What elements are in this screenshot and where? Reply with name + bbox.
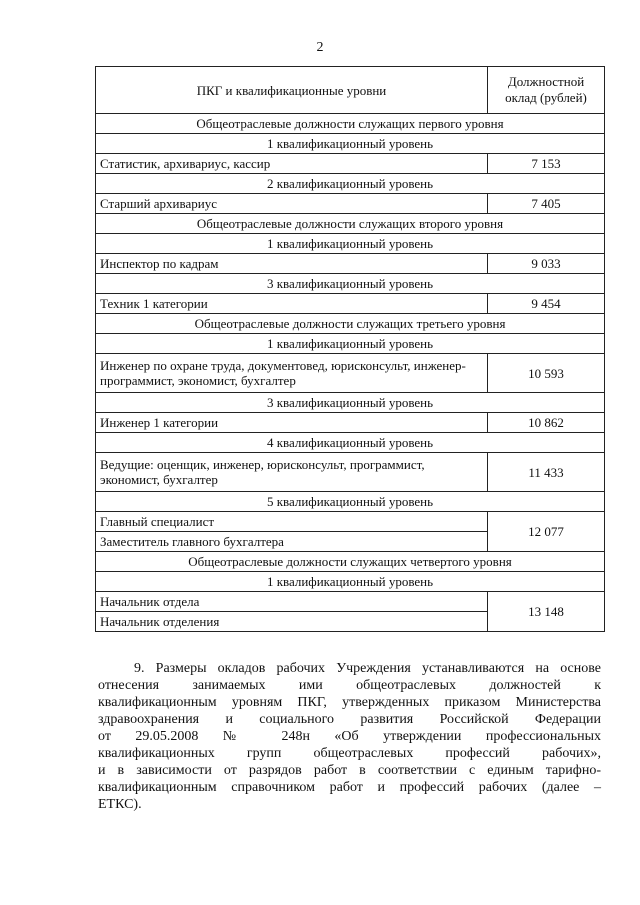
level-label: 3 квалификационный уровень [96,393,605,413]
salary-cell: 7 153 [488,154,605,174]
paragraph-line: от 29.05.2008 № 248н «Об утверждении профессиональных [98,729,601,744]
group-title: Общеотраслевые должности служащих второго уровня [96,214,605,234]
salary-table [95,66,605,632]
level-row [96,334,605,354]
table-row [96,512,605,532]
position-cell: Заместитель главного бухгалтера [96,532,488,552]
group-row [96,214,605,234]
level-label: 5 квалификационный уровень [96,492,605,512]
salary-cell: 9 454 [488,294,605,314]
level-row [96,433,605,453]
salary-cell: 7 405 [488,194,605,214]
position-cell: Главный специалист [96,512,488,532]
table-row [96,453,605,492]
position-cell: Инспектор по кадрам [96,254,488,274]
group-row [96,314,605,334]
salary-cell: 12 077 [488,512,605,552]
table-header-row [96,67,605,114]
position-cell: Инженер 1 категории [96,413,488,433]
position-cell: Начальник отдела [96,592,488,612]
paragraph-line: отнесения занимаемых ими общеотраслевых должностей к [98,678,601,693]
group-title: Общеотраслевые должности служащих четвертого уровня [96,552,605,572]
position-cell: Инженер по охране труда, документовед, юрисконсульт, инженер-программист, экономист, бухгалтер [96,354,488,393]
header-salary-line1: Должностной [507,74,585,89]
table-row [96,294,605,314]
level-label: 4 квалификационный уровень [96,433,605,453]
header-salary [488,67,605,114]
level-row [96,393,605,413]
position-cell: Техник 1 категории [96,294,488,314]
level-row [96,572,605,592]
level-row [96,174,605,194]
table-row [96,413,605,433]
header-position: ПКГ и квалификационные уровни [96,67,488,114]
position-cell: Старший архивариус [96,194,488,214]
level-label: 1 квалификационный уровень [96,234,605,254]
level-label: 1 квалификационный уровень [96,334,605,354]
paragraph-line: здравоохранения и социального развития Российской Федерации [98,712,601,727]
salary-cell: 10 593 [488,354,605,393]
level-label: 1 квалификационный уровень [96,134,605,154]
level-label: 3 квалификационный уровень [96,274,605,294]
paragraph-9 [98,660,601,813]
paragraph-line: ЕТКС). [98,797,142,812]
table-row [96,254,605,274]
table-row [96,592,605,612]
salary-cell: 10 862 [488,413,605,433]
paragraph-line: квалификационных групп общеотраслевых профессий рабочих», [98,746,601,761]
level-label: 1 квалификационный уровень [96,572,605,592]
table-row [96,194,605,214]
level-row [96,234,605,254]
header-salary-line2: оклад (рублей) [505,90,587,105]
paragraph-line: и в зависимости от разрядов работ в соответствии с единым тарифно- [98,763,601,778]
page-number: 2 [316,40,324,55]
salary-cell: 11 433 [488,453,605,492]
group-row [96,552,605,572]
position-cell: Статистик, архивариус, кассир [96,154,488,174]
group-title: Общеотраслевые должности служащих первого уровня [96,114,605,134]
paragraph-line: квалификационным уровням ПКГ, утвержденных приказом Министерства [98,695,601,710]
paragraph-line: квалификационным справочником работ и профессий рабочих (далее – [98,780,601,795]
position-cell: Ведущие: оценщик, инженер, юрисконсульт, программист, экономист, бухгалтер [96,453,488,492]
salary-cell: 9 033 [488,254,605,274]
salary-cell: 13 148 [488,592,605,632]
table-row [96,354,605,393]
table-row [96,154,605,174]
paragraph-line: 9. Размеры окладов рабочих Учреждения устанавливаются на основе [134,661,601,676]
level-label: 2 квалификационный уровень [96,174,605,194]
group-title: Общеотраслевые должности служащих третьего уровня [96,314,605,334]
group-row [96,114,605,134]
level-row [96,492,605,512]
level-row [96,134,605,154]
position-cell: Начальник отделения [96,612,488,632]
level-row [96,274,605,294]
